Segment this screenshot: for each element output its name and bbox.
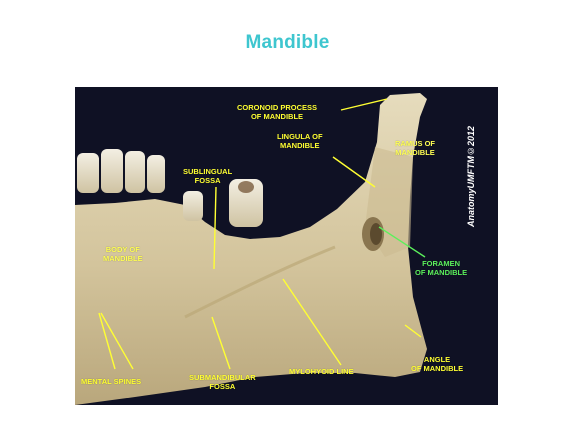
label-mental-spines: MENTAL SPINES [81,377,142,386]
tooth [183,191,203,221]
label-submandibular-fossa: SUBMANDIBULAR FOSSA [189,373,256,391]
label-mylohyoid-line: MYLOHYOID LINE [289,367,354,376]
label-sublingual-fossa: SUBLINGUAL FOSSA [183,167,233,185]
mandible-photo [75,87,498,405]
tooth [101,149,123,193]
label-ramus: RAMUS OF MANDIBLE [395,139,435,157]
tooth [147,155,165,193]
watermark-text: AnatomyUMFTM©2012 [466,125,476,227]
label-body: BODY OF MANDIBLE [103,245,143,263]
slide-title: Mandible [245,32,330,53]
label-angle: ANGLE OF MANDIBLE [411,355,464,373]
foramen-shadow [370,223,382,245]
tooth [125,151,145,193]
label-lingula: LINGULA OF MANDIBLE [277,132,323,150]
label-coronoid-process: CORONOID PROCESS OF MANDIBLE [237,103,318,121]
molar-cavity [238,181,254,193]
tooth [77,153,99,193]
label-foramen: FORAMEN OF MANDIBLE [415,259,468,277]
